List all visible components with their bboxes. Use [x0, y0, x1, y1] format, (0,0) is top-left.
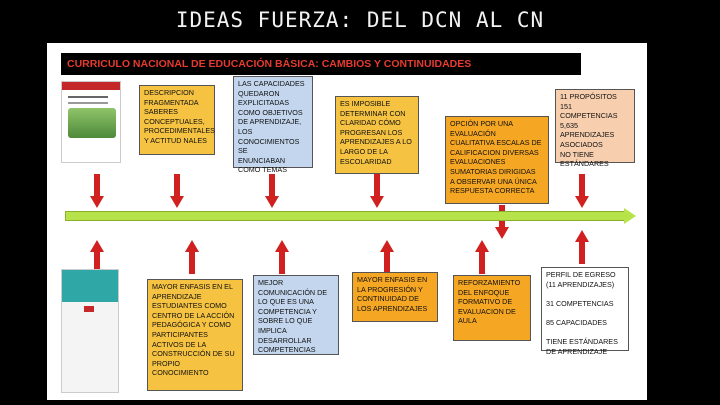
bottom-box-5: PERFIL DE EGRESO (11 APRENDIZAJES) 31 COMPETENCIAS 85 CAPACIDADES TIENE ESTÁNDARES DE APRENDIZAJE — [541, 267, 629, 351]
up-arrow-6 — [575, 230, 589, 264]
down-arrow-3 — [265, 174, 279, 208]
top-box-3: ES IMPOSIBLE DETERMINAR CON CLARIDAD CÓMO PROGRESAN LOS APRENDIZAJES A LO LARGO DE LA ESCOLARIDAD — [335, 96, 419, 174]
up-arrow-4 — [380, 240, 394, 274]
bottom-box-4: REFORZAMIENTO DEL ENFOQUE FORMATIVO DE EVALUACION DE AULA — [453, 275, 531, 341]
top-box-4: OPCIÓN POR UNA EVALUACIÓN CUALITATIVA ESCALAS DE CALIFICACION DIVERSAS EVALUACIONES SUMATORIAS DIRIGIDAS A OBSERVAR UNA ÚNICA RESPUESTA CORRECTA — [445, 116, 549, 204]
top-box-1: DESCRIPCION FRAGMENTADA SABERES CONCEPTUALES, PROCEDIMENTALES Y ACTITUD NALES — [139, 85, 215, 155]
slide-title: IDEAS FUERZA: DEL DCN AL CN — [175, 8, 545, 32]
bottom-box-2: MEJOR COMUNICACIÓN DE LO QUE ES UNA COMPETENCIA Y SOBRE LO QUE IMPLICA DESARROLLAR COMPETENCIAS — [253, 275, 339, 355]
up-arrow-2 — [185, 240, 199, 274]
dcn-book-cover-image — [61, 81, 121, 163]
top-box-5: 11 PROPÓSITOS 151 COMPETENCIAS 5,635 APRENDIZAJES ASOCIADOS NO TIENE ESTÁNDARES — [555, 89, 635, 163]
down-arrow-2 — [170, 174, 184, 208]
curriculum-header: CURRICULO NACIONAL DE EDUCACIÓN BÁSICA: CAMBIOS Y CONTINUIDADES — [61, 53, 581, 75]
content-panel — [47, 43, 647, 400]
timeline-arrow-head — [624, 208, 636, 224]
down-arrow-1 — [90, 174, 104, 208]
cn-book-cover-image — [61, 269, 119, 393]
bottom-box-1: MAYOR ENFASIS EN EL APRENDIZAJE ESTUDIANTES COMO CENTRO DE LA ACCIÓN PEDAGÓGICA Y COMO PARTICIPANTES ACTIVOS DE LA CONSTRUCCIÓN DE SU PROPIO CONOCIMIENTO — [147, 279, 243, 391]
up-arrow-5 — [475, 240, 489, 274]
timeline-bar — [65, 211, 625, 221]
down-arrow-6 — [575, 174, 589, 208]
up-arrow-3 — [275, 240, 289, 274]
down-arrow-4 — [370, 174, 384, 208]
bottom-box-3: MAYOR ENFASIS EN LA PROGRESIÓN Y CONTINUIDAD DE LOS APRENDIZAJES — [352, 272, 438, 322]
top-box-2: LAS CAPACIDADES QUEDARON EXPLICITADAS COMO OBJETIVOS DE APRENDIZAJE, LOS CONOCIMIENTOS SE ENUNCIABAN COMO TEMAS — [233, 76, 313, 168]
